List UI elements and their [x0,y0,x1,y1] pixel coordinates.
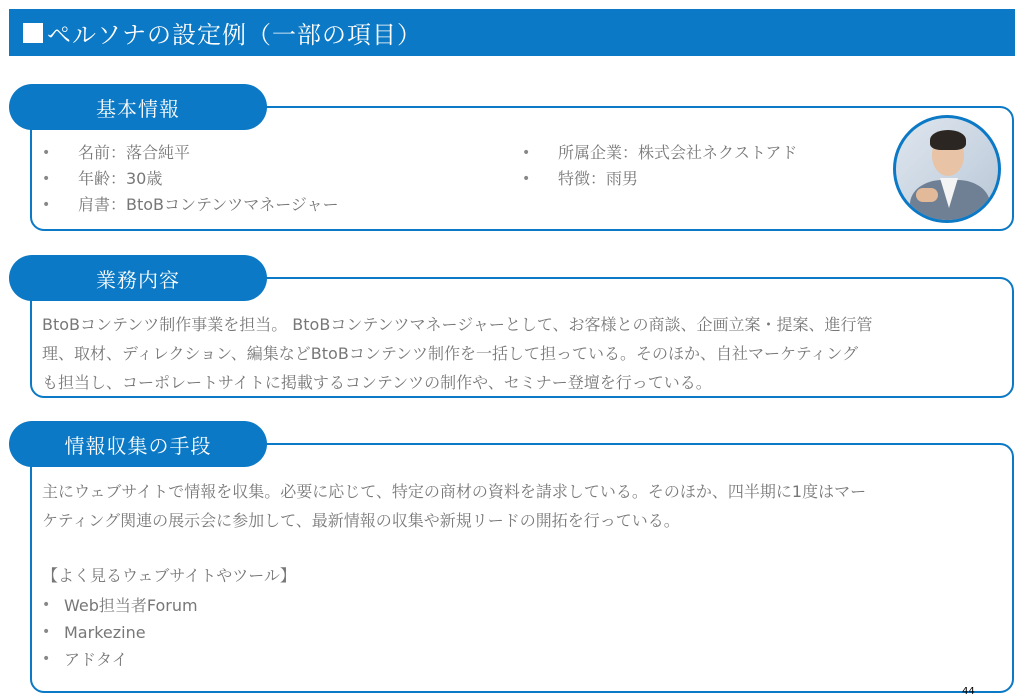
section-heading-label: 基本情報 [96,96,180,121]
slide-title: ペルソナの設定例（一部の項目） [47,21,422,49]
list-item [42,592,198,619]
work-line: 理、取材、ディレクション、編集などBtoBコンテンツ制作を一括して担っている。そのほか、自社マーケティング [42,344,859,363]
tools-list [42,592,198,673]
slide-title-bar [9,9,1015,56]
basic-info-left-list [42,140,512,218]
tool-name: アドタイ [64,650,128,669]
tools-subheading: 【よく見るウェブサイトやツール】 [42,566,296,585]
persona-avatar [893,115,1001,223]
info-line: 主にウェブサイトで情報を収集。必要に応じて、特定の商材の資料を請求している。そのほか、四半期に1度はマー [42,482,867,501]
info-gathering-panel [30,443,1014,693]
section-heading-basic-info [9,84,267,130]
list-item [522,140,882,166]
section-heading-info-gathering [9,421,267,467]
page-number: 44 [962,686,975,697]
bullet-icon: • [522,171,531,187]
info-line: ケティング関連の展示会に参加して、最新情報の収集や新規リードの開拓を行っている。 [42,511,680,530]
tool-name: Web担当者Forum [64,596,198,615]
bullet-icon: • [42,651,51,667]
bullet-icon: • [42,597,51,613]
work-line: BtoBコンテンツ制作事業を担当。 BtoBコンテンツマネージャーとして、お客様との商談、企画立案・提案、進行管 [42,315,873,334]
basic-info-right-list [522,140,882,192]
bullet-icon: • [42,197,51,213]
bullet-icon: • [42,171,51,187]
bullet-icon: • [42,624,51,640]
list-item [42,192,512,218]
name-field: 名前：落合純平 [78,143,191,162]
work-description [42,310,1007,397]
info-description [42,477,1007,535]
list-item [42,646,198,673]
list-item [42,619,198,646]
list-item [42,140,512,166]
company-field: 所属企業：株式会社ネクストアド [558,143,798,162]
list-item [522,166,882,192]
age-field: 年齢：30歳 [78,169,163,188]
bullet-icon: • [42,145,51,161]
list-item [42,166,512,192]
feature-field: 特徴：雨男 [558,169,639,188]
title-square-icon [23,23,43,43]
section-heading-work [9,255,267,301]
tool-name: Markezine [64,623,146,642]
job-title-field: 肩書：BtoBコンテンツマネージャー [78,195,339,214]
work-line: も担当し、コーポレートサイトに掲載するコンテンツの制作や、セミナー登壇を行っている。 [42,373,712,392]
section-heading-label: 情報収集の手段 [64,433,212,458]
bullet-icon: • [522,145,531,161]
section-heading-label: 業務内容 [96,267,180,292]
